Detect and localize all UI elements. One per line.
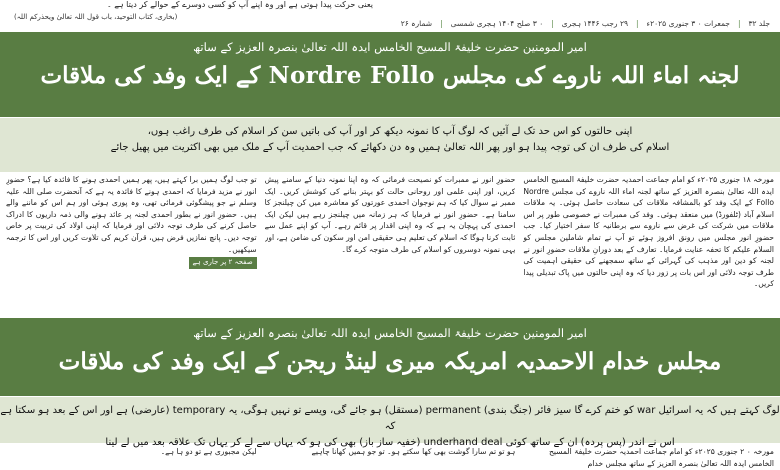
article2-subtitle: امیر المومنین حضرت خلیفۃ المسیح الخامس ایدہ اللہ تعالیٰ بنصرہ العزیز کے ساتھ xyxy=(193,326,587,340)
hadith-quote: یعنی حرکت پیدا ہوتی ہے اور وہ اپنے آپ کو کسی دوسرے کے حوالے کر دیتا ہے ۔ xyxy=(106,0,373,9)
separator: | xyxy=(551,19,554,28)
article2-column-3: لیکن مجبوری ہے تو دو ہا ہے۔ xyxy=(160,447,257,456)
article1-highlight-line2: اسلام کی طرف ان کی توجہ پیدا ہو اور پھر اللہ تعالیٰ ہمیں وہ دن دکھائے کہ جب احمدیت آپ کے ملک میں بھی اکثریت میں پھیل جائے xyxy=(110,142,670,153)
shamsi-date: ۰ ۳ صلح ۱۴۰۴ ہجری شمسی xyxy=(450,19,544,28)
gregorian-date: جمعرات ۰ ۳ جنوری ۲۰۲۵ء xyxy=(646,19,730,28)
column-3-text: تو جب لوگ ہمیں برا کہتے ہیں، پھر ہمیں احمدی ہونے کا فائدہ کیا ہے؟ حضورِ انور نے مزید فرمایا کہ احمدی ہونے کا فائدہ یہ ہے کہ آنحضرت صلی اللہ علیہ وسلم نے جو پیشگوئی فرمائی تھی، وہ پوری ہوئی اور ہم اس کو ماننے والے ہیں۔ حضورِ انور نے بطور احمدی لجنہ پر عائد ہونے والی ذمہ داریوں کا ادراک حاصل کرنے کی طرف توجہ دلائی اور فرمایا کہ اپنی اولاد کی تربیت پر خاص توجہ دیں۔ پانچ نمازیں فرض ہیں، قرآن کریم کی تلاوت کریں اور اس کا ترجمہ سیکھیں۔ xyxy=(5,175,257,254)
article1-column-2: حضورِ انور نے ممبرات کو نصیحت فرمائی کہ وہ اپنا نمونہ دنیا کے سامنے پیش کریں، اور اپنی علمی اور روحانی حالت کو بہتر بنانے کی کوشش کریں۔ ایک ممبر نے سوال کیا کہ ہم نوجوان احمدی عورتوں کو معاشرہ میں کن چیلنجز کا سامنا ہے۔ حضورِ انور نے فرمایا کہ ہر زمانہ میں چیلنجز رہے ہیں لیکن ایک احمدی کی پہچان یہ ہے کہ وہ اپنی اقدار پر قائم رہے۔ آپ کو اپنے عمل سے ثابت کرنا ہوگا کہ اسلام کی تعلیم ہی حقیقی امن اور سکون کی ضامن ہے، اور یہی نمونہ دوسروں کو اسلام کی طرف متوجہ کرے گا۔ xyxy=(264,175,516,254)
article1-subtitle: امیر المومنین حضرت خلیفۃ المسیح الخامس ایدہ اللہ تعالیٰ بنصرہ العزیز کے ساتھ xyxy=(193,40,587,54)
article2-highlight xyxy=(0,397,780,448)
article2-header xyxy=(0,318,780,396)
article2-column-2: ہو تو تم سارا گوشت بھی کھا سکتے ہو۔ تو جو ہمیں کھانا چاہیے xyxy=(311,447,516,456)
article2-column-1: مورخہ ۰ ۲ جنوری ۲۰۲۵ء کو امام جماعت احمدیہ حضرت خلیفۃ المسیح الخامس ایدہ اللہ تعالیٰ بنصرہ العزیز کے ساتھ مجلس خدام xyxy=(548,447,774,468)
article2-body xyxy=(6,446,774,470)
article1-title: لجنہ اماء اللہ ناروے کی مجلس Nordre Follo کے ایک وفد کی ملاقات xyxy=(40,62,740,89)
hadith-citation: (بخاری، کتاب التوحید، باب قول اللہ تعالیٰ ویحذرکم اللہ) xyxy=(14,13,178,21)
separator: | xyxy=(636,19,639,28)
article2-highlight-line1: لوگ کہتے ہیں کہ یہ اسرائیل war کو ختم کرے گا سیز فائر (جنگ بندی) permanent (مستقل) ہو جائے گی، ویسے تو نہیں ہوگی، یہ temporary (عارضی) ہے اور اس کے بعد ہو سکتا ہے کہ xyxy=(0,405,780,432)
article1-body xyxy=(6,174,774,314)
article1-highlight xyxy=(0,118,780,172)
article1-column-3 xyxy=(6,174,257,314)
separator: | xyxy=(737,19,741,28)
issue-number: شمارہ ۲۶ xyxy=(400,19,433,28)
article1-column-1: مورخہ ۱۸ جنوری ۲۰۲۵ء کو امام جماعت احمدیہ حضرت خلیفۃ المسیح الخامس ایدہ اللہ تعالیٰ بنصرہ العزیز کے ساتھ لجنہ اماء اللہ ناروے کی مجلس Nordre Follo کے ایک وفد کو بالمشافہ ملاقات کی سعادت حاصل ہوئی۔ یہ ملاقات اسلام آباد (ٹلفورڈ) میں منعقد ہوئی۔ وفد کی ممبرات نے خصوصی طور پر اس ملاقات میں شرکت کی غرض سے ناروے سے برطانیہ کا سفر اختیار کیا۔ جب حضورِ انور مجلس میں رونق افروز ہوئے تو آپ نے تمام شاملین مجلس کو السلام علیکم کا تحفہ عنایت فرمایا۔ تعارف کے بعد دورانِ ملاقات حضورِ انور نے لجنہ کو دین اور مذہب کی گہرائی کے ساتھ سمجھنے کی حقیقی اہمیت کی طرف توجہ دلائی اور اس بات پر زور دیا کہ وہ اپنی حالتوں میں پاک تبدیلی پیدا کریں۔ xyxy=(523,175,774,289)
article2-title: مجلس خدام الاحمدیہ امریکہ میری لینڈ ریجن کے ایک وفد کی ملاقات xyxy=(58,348,722,375)
separator: | xyxy=(440,19,443,28)
article2-highlight-line2: اس نے اندر (پس پردہ) ان کے ساتھ کوئی underhand deal (خفیہ ساز باز) بھی کی ہو کہ یہاں سے لے کر یہاں تک علاقہ بعد میں لے لینا xyxy=(105,437,675,448)
hijri-date: ۲۹ رجب ۱۴۴۶ ہجری xyxy=(561,19,628,28)
volume-number: جلد ۳۲ xyxy=(748,19,770,28)
issue-date-bar xyxy=(401,17,770,30)
article1-highlight-line1: اپنی حالتوں کو اس حد تک لے آئیں کہ لوگ آپ کا نمونہ دیکھ کر اور آپ کی باتیں سن کر اسلام کی طرف راغب ہوں، xyxy=(147,126,633,137)
continued-link[interactable]: صفحہ ۲ پر جاری ہے xyxy=(189,257,257,269)
article1-header xyxy=(0,32,780,117)
